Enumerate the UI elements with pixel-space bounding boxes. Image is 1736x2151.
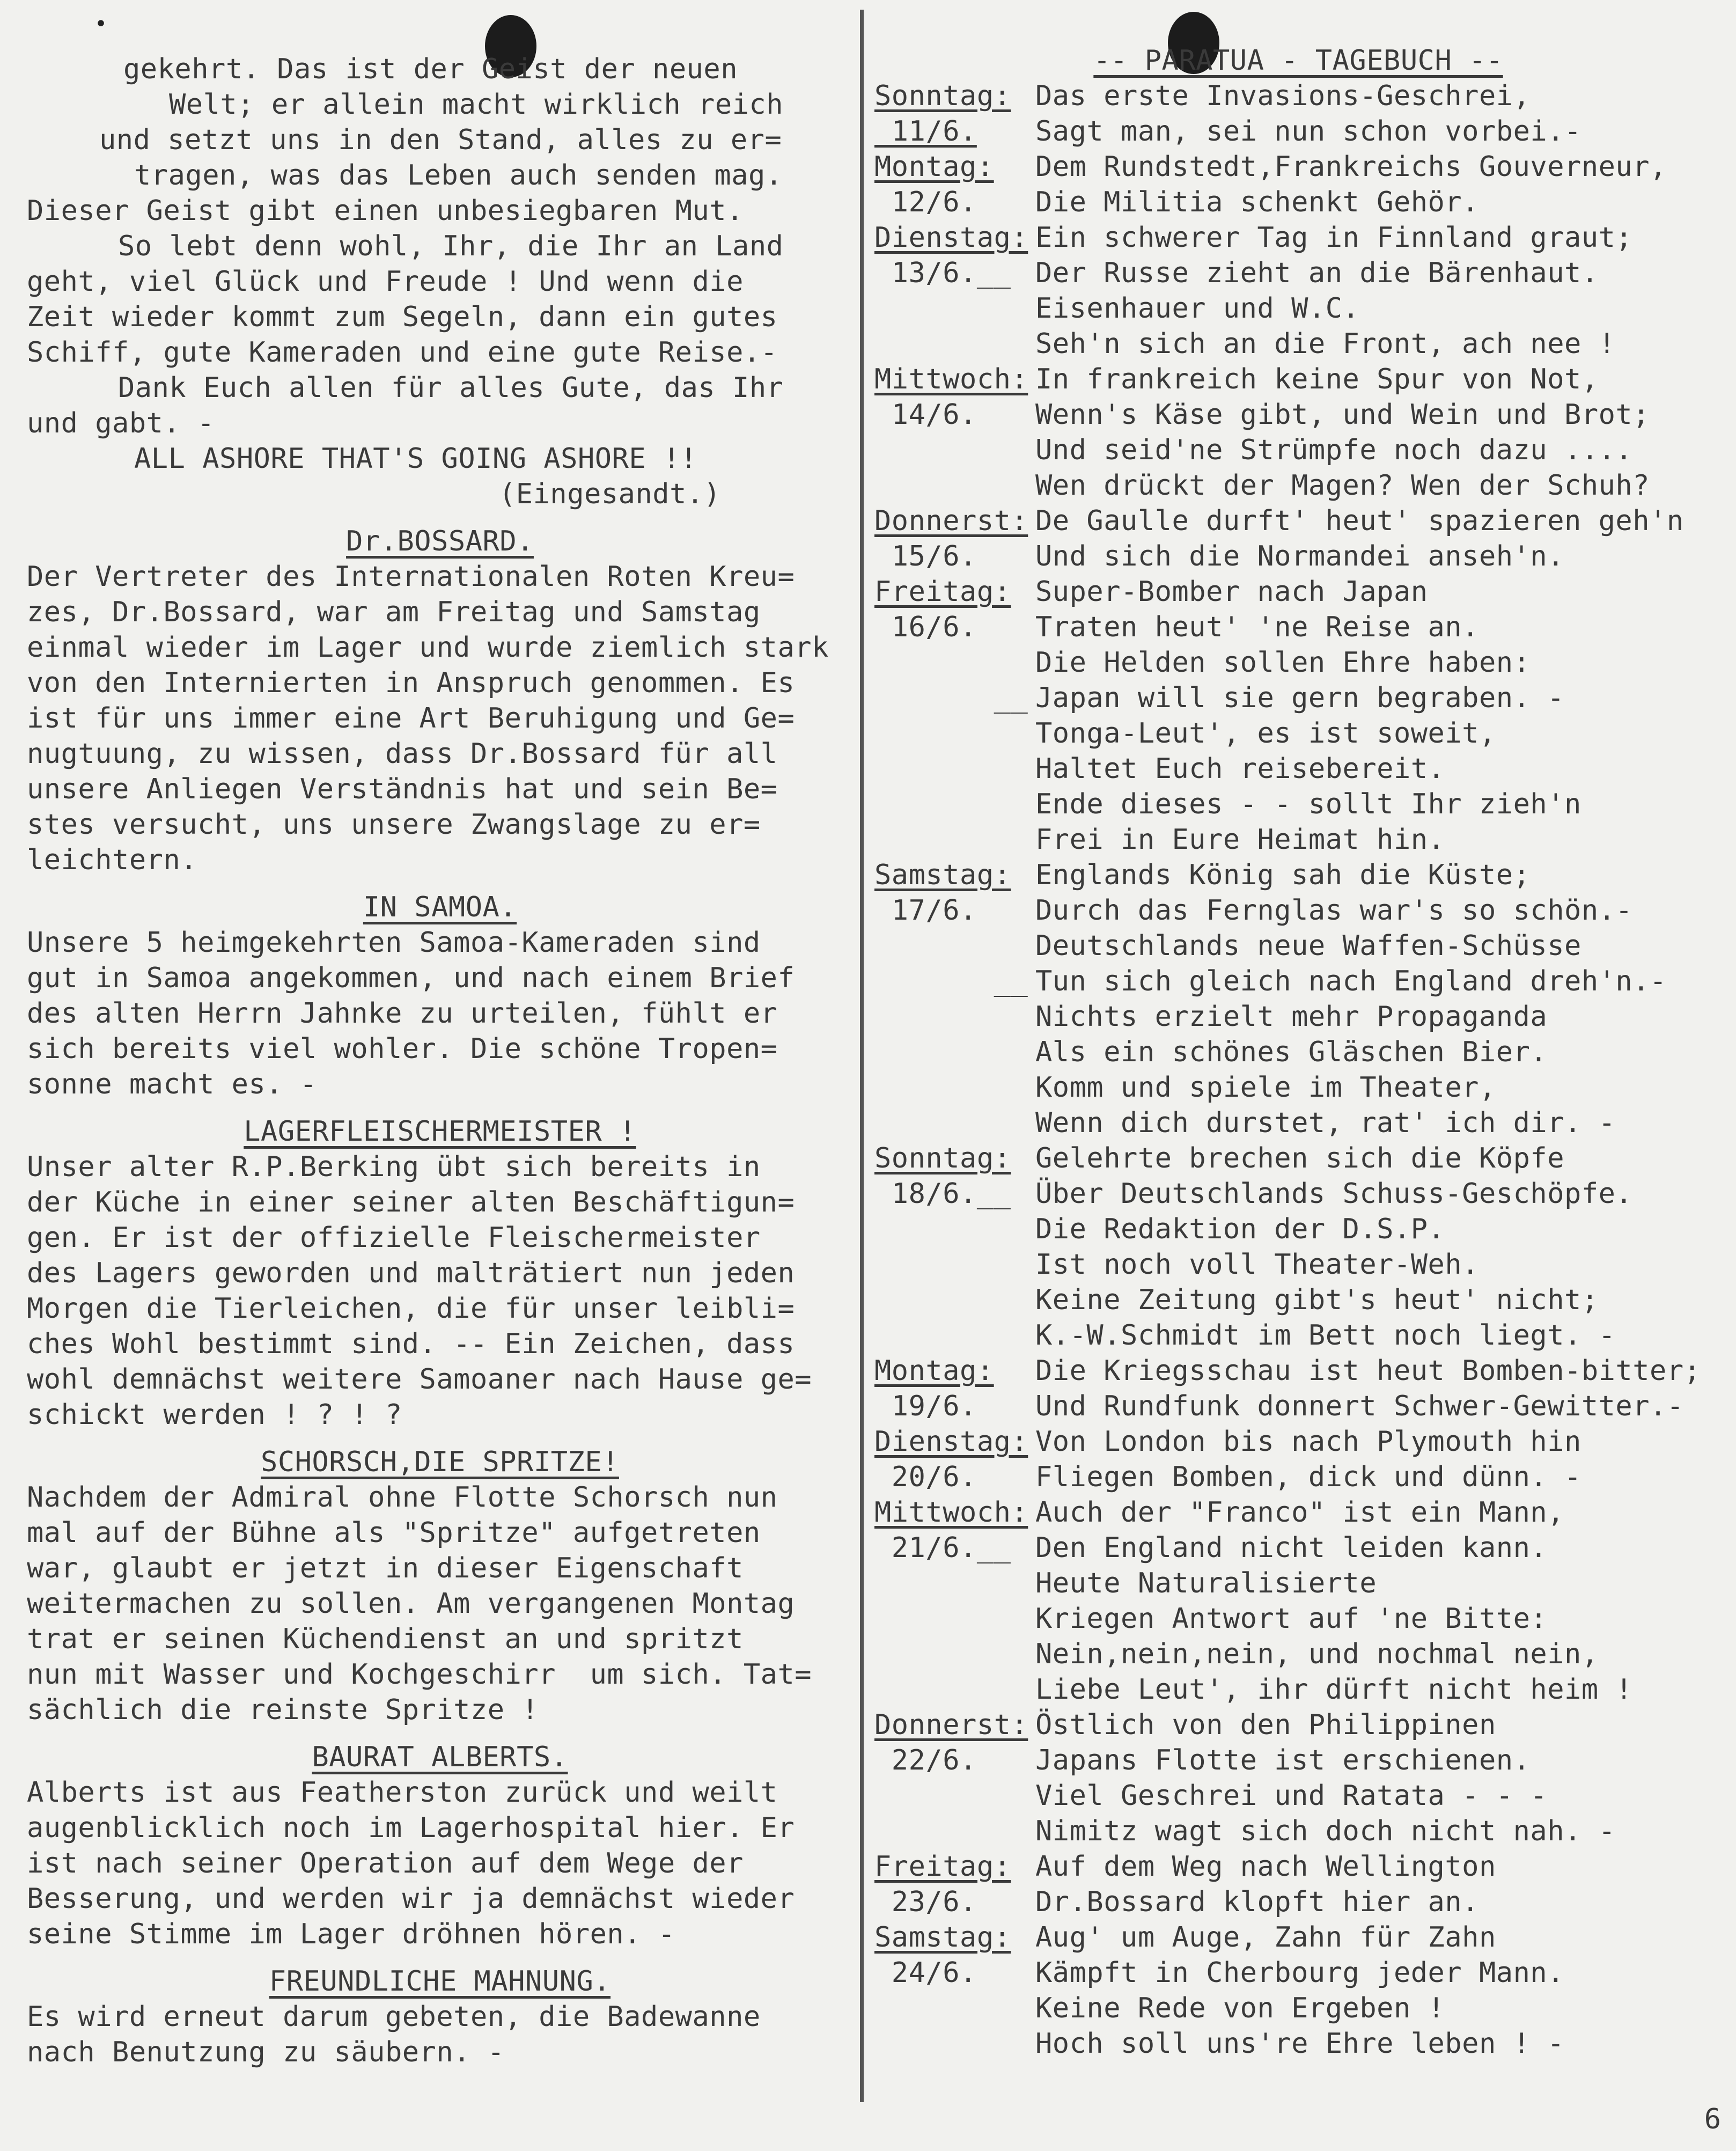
diary-verse: Nein,nein,nein, und nochmal nein, <box>1035 1638 1599 1670</box>
diary-row <box>874 2026 1722 2061</box>
diary-date <box>874 114 1035 149</box>
diary-date <box>874 1176 1035 1212</box>
diary-date <box>874 1707 1035 1743</box>
article-line: trat er seinen Küchendienst an und spritzt <box>27 1623 744 1655</box>
diary-date <box>874 1212 1035 1247</box>
diary-date <box>874 999 1035 1034</box>
diary-date <box>874 964 1035 999</box>
diary-date-text: Donnerst: <box>874 505 1028 537</box>
diary-date <box>874 397 1035 432</box>
diary-verse: Ein schwerer Tag in Finnland graut; <box>1035 222 1633 254</box>
intro-line: ALL ASHORE THAT'S GOING ASHORE !! <box>134 443 697 475</box>
article-line: stes versucht, uns unsere Zwangslage zu er= <box>27 809 761 841</box>
article-line: gen. Er ist der offizielle Fleischermeister <box>27 1222 761 1254</box>
diary-date <box>874 362 1035 397</box>
article-line: Es wird erneut darum gebeten, die Badewanne <box>27 2001 761 2033</box>
diary-row <box>874 291 1722 326</box>
article-line: Besserung, und werden wir ja demnächst wieder <box>27 1883 795 1915</box>
diary-row <box>874 1141 1722 1176</box>
intro-line: Dieser Geist gibt einen unbesiegbaren Mut. <box>27 195 744 227</box>
diary-verse: Seh'n sich an die Front, ach nee ! <box>1035 328 1616 360</box>
diary-verse: Auf dem Weg nach Wellington <box>1035 1851 1496 1883</box>
diary-date-text: 19/6. <box>874 1390 977 1422</box>
diary-verse: In frankreich keine Spur von Not, <box>1035 363 1599 395</box>
diary-date <box>874 149 1035 185</box>
intro-line: tragen, was das Leben auch senden mag. <box>134 159 783 192</box>
diary-verse: Östlich von den Philippinen <box>1035 1709 1496 1741</box>
diary-verse: Auch der "Franco" ist ein Mann, <box>1035 1496 1565 1529</box>
diary-row <box>874 822 1722 857</box>
diary-verse: De Gaulle durft' heut' spazieren geh'n <box>1035 505 1684 537</box>
diary-verse: Die Redaktion der D.S.P. <box>1035 1213 1445 1245</box>
diary-date <box>874 2026 1035 2061</box>
diary-verse: Wenn's Käse gibt, und Wein und Brot; <box>1035 399 1650 431</box>
diary-verse: Wenn dich durstet, rat' ich dir. - <box>1035 1107 1616 1139</box>
diary-date-text: Mittwoch: <box>874 363 1028 395</box>
diary-date <box>874 1282 1035 1318</box>
diary-row <box>874 645 1722 680</box>
diary-date <box>874 857 1035 893</box>
diary-verse: Die Kriegsschau ist heut Bomben-bitter; <box>1035 1355 1701 1387</box>
diary-date-text: Sonntag: <box>874 1142 1011 1174</box>
diary-date <box>874 1353 1035 1389</box>
diary-date <box>874 1778 1035 1814</box>
diary-date-text: 20/6. <box>874 1461 977 1493</box>
diary-verse: Als ein schönes Gläschen Bier. <box>1035 1036 1548 1068</box>
article-line: Unser alter R.P.Berking übt sich bereits in <box>27 1151 761 1183</box>
diary-verse: Und Rundfunk donnert Schwer-Gewitter.- <box>1035 1390 1684 1422</box>
diary-date-text: 24/6. <box>874 1957 977 1989</box>
diary-date <box>874 1743 1035 1778</box>
diary-verse: Haltet Euch reisebereit. <box>1035 753 1445 785</box>
diary-row <box>874 255 1722 291</box>
section-heading: SCHORSCH,DIE SPRITZE! <box>261 1446 619 1478</box>
diary-row <box>874 716 1722 751</box>
article-line: ist nach seiner Operation auf dem Wege der <box>27 1847 744 1880</box>
page-number: 6 <box>1704 2103 1721 2135</box>
diary-date <box>874 1389 1035 1424</box>
diary-verse: Sagt man, sei nun schon vorbei.- <box>1035 115 1581 148</box>
diary-date-text: Freitag: <box>874 1851 1011 1883</box>
diary-verse: Liebe Leut', ihr dürft nicht heim ! <box>1035 1673 1633 1706</box>
diary-date <box>874 1991 1035 2026</box>
diary-row <box>874 1459 1722 1495</box>
left-column <box>27 52 853 2070</box>
article-line: des Lagers geworden und malträtiert nun jeden <box>27 1257 795 1289</box>
diary-date-text: Dienstag: <box>874 222 1028 254</box>
diary-date <box>874 787 1035 822</box>
diary-date-text: 11/6. <box>874 115 977 148</box>
diary-row <box>874 1672 1722 1707</box>
diary-verse: Deutschlands neue Waffen-Schüsse <box>1035 930 1581 962</box>
diary-verse: Und seid'ne Strümpfe noch dazu .... <box>1035 434 1633 466</box>
diary-verse: Keine Zeitung gibt's heut' nicht; <box>1035 1284 1599 1316</box>
diary-verse: Hoch soll uns're Ehre leben ! - <box>1035 2028 1565 2060</box>
diary-row <box>874 1034 1722 1070</box>
article-line: mal auf der Bühne als "Spritze" aufgetreten <box>27 1517 761 1549</box>
diary-row <box>874 1636 1722 1672</box>
diary-row <box>874 1212 1722 1247</box>
intro-line: und gabt. - <box>27 407 215 439</box>
section-gap <box>27 1433 853 1444</box>
diary-entries <box>874 78 1722 2061</box>
diary-date <box>874 1424 1035 1459</box>
diary-date <box>874 1672 1035 1707</box>
intro-line: Dank Euch allen für alles Gute, das Ihr <box>118 372 784 404</box>
diary-date-text: Freitag: <box>874 576 1011 608</box>
diary-verse: Durch das Fernglas war's so schön.- <box>1035 894 1633 927</box>
diary-date-text: __ <box>874 682 1028 714</box>
diary-date-text: 16/6. <box>874 611 977 643</box>
diary-row <box>874 185 1722 220</box>
diary-verse: Gelehrte brechen sich die Köpfe <box>1035 1142 1565 1174</box>
diary-date <box>874 1849 1035 1884</box>
diary-date-text: 18/6.__ <box>874 1178 1011 1210</box>
diary-date-text: 15/6. <box>874 540 977 572</box>
diary-row <box>874 539 1722 574</box>
diary-verse: Dr.Bossard klopft hier an. <box>1035 1886 1479 1918</box>
diary-verse: Der Russe zieht an die Bärenhaut. <box>1035 257 1599 289</box>
diary-date <box>874 1530 1035 1566</box>
diary-row <box>874 149 1722 185</box>
diary-date <box>874 1955 1035 1991</box>
diary-date-text: 12/6. <box>874 186 977 218</box>
intro-line: Welt; er allein macht wirklich reich <box>169 89 784 121</box>
article-line: schickt werden ! ? ! ? <box>27 1399 402 1431</box>
section-gap <box>27 1952 853 1964</box>
diary-date <box>874 503 1035 539</box>
diary-date-text: __ <box>874 965 1028 997</box>
diary-date <box>874 751 1035 787</box>
diary-verse: Über Deutschlands Schuss-Geschöpfe. <box>1035 1178 1633 1210</box>
article-line: weitermachen zu sollen. Am vergangenen Montag <box>27 1588 795 1620</box>
diary-verse: Die Militia schenkt Gehör. <box>1035 186 1479 218</box>
diary-verse: Von London bis nach Plymouth hin <box>1035 1426 1581 1458</box>
diary-row <box>874 1884 1722 1920</box>
diary-date <box>874 716 1035 751</box>
diary-date <box>874 1566 1035 1601</box>
diary-date <box>874 610 1035 645</box>
section-gap <box>27 1102 853 1114</box>
section-heading: LAGERFLEISCHERMEISTER ! <box>244 1115 636 1148</box>
diary-date <box>874 822 1035 857</box>
section-heading: BAURAT ALBERTS. <box>312 1741 568 1773</box>
diary-date <box>874 574 1035 610</box>
section-gap <box>27 1728 853 1739</box>
article-line: der Küche in einer seiner alten Beschäftigun= <box>27 1186 795 1218</box>
article-line: Nachdem der Admiral ohne Flotte Schorsch nun <box>27 1481 778 1514</box>
diary-title: -- PARATUA - TAGEBUCH -- <box>1093 45 1503 77</box>
diary-row <box>874 893 1722 928</box>
diary-row <box>874 1353 1722 1389</box>
diary-row <box>874 1424 1722 1459</box>
diary-verse: Nichts erzielt mehr Propaganda <box>1035 1001 1548 1033</box>
diary-verse: Die Helden sollen Ehre haben: <box>1035 647 1531 679</box>
article-line: von den Internierten in Anspruch genommen. Es <box>27 667 795 699</box>
diary-row <box>874 928 1722 964</box>
article-line: leichtern. <box>27 844 198 876</box>
diary-row <box>874 999 1722 1034</box>
diary-verse: Ende dieses - - sollt Ihr zieh'n <box>1035 788 1581 820</box>
diary-date-text: Samstag: <box>874 859 1011 891</box>
diary-verse: Den England nicht leiden kann. <box>1035 1532 1548 1564</box>
diary-date <box>874 1920 1035 1955</box>
article-line: nun mit Wasser und Kochgeschirr um sich. Tat= <box>27 1658 812 1691</box>
diary-row <box>874 1176 1722 1212</box>
diary-row <box>874 1389 1722 1424</box>
diary-verse: Englands König sah die Küste; <box>1035 859 1531 891</box>
diary-date-text: 23/6. <box>874 1886 977 1918</box>
diary-row <box>874 1247 1722 1282</box>
diary-verse: Super-Bomber nach Japan <box>1035 576 1428 608</box>
diary-verse: Wen drückt der Magen? Wen der Schuh? <box>1035 469 1650 502</box>
diary-verse: Japan will sie gern begraben. - <box>1035 682 1565 714</box>
diary-date <box>874 1495 1035 1530</box>
diary-verse: Ist noch voll Theater-Weh. <box>1035 1249 1479 1281</box>
diary-date <box>874 1601 1035 1636</box>
diary-row <box>874 680 1722 716</box>
article-line: sächlich die reinste Spritze ! <box>27 1694 539 1726</box>
intro-line: Schiff, gute Kameraden und eine gute Reise.- <box>27 336 778 369</box>
diary-verse: Fliegen Bomben, dick und dünn. - <box>1035 1461 1581 1493</box>
section-heading: FREUNDLICHE MAHNUNG. <box>269 1965 611 1998</box>
diary-row <box>874 751 1722 787</box>
article-line: Unsere 5 heimgekehrten Samoa-Kameraden sind <box>27 927 761 959</box>
diary-row <box>874 1282 1722 1318</box>
diary-verse: K.-W.Schmidt im Bett noch liegt. - <box>1035 1319 1616 1352</box>
diary-row <box>874 857 1722 893</box>
diary-row <box>874 610 1722 645</box>
diary-row <box>874 1566 1722 1601</box>
diary-row <box>874 326 1722 362</box>
diary-verse: Traten heut' 'ne Reise an. <box>1035 611 1479 643</box>
diary-date <box>874 1884 1035 1920</box>
diary-row <box>874 362 1722 397</box>
diary-row <box>874 1743 1722 1778</box>
diary-date-text: 17/6. <box>874 894 977 927</box>
diary-date <box>874 1105 1035 1141</box>
diary-row <box>874 468 1722 503</box>
diary-date-text: 13/6.__ <box>874 257 1011 289</box>
article-line: sonne macht es. - <box>27 1068 317 1100</box>
diary-date <box>874 78 1035 114</box>
article-line: ist für uns immer eine Art Beruhigung und Ge= <box>27 702 795 735</box>
article-line: sich bereits viel wohler. Die schöne Tropen= <box>27 1033 778 1065</box>
diary-date <box>874 1459 1035 1495</box>
diary-verse: Tonga-Leut', es ist soweit, <box>1035 717 1496 750</box>
diary-date <box>874 928 1035 964</box>
diary-verse: Das erste Invasions-Geschrei, <box>1035 80 1531 112</box>
article-line: einmal wieder im Lager und wurde ziemlich stark <box>27 632 829 664</box>
diary-row <box>874 1495 1722 1530</box>
article-line: Alberts ist aus Featherston zurück und weilt <box>27 1776 778 1809</box>
diary-row <box>874 1070 1722 1105</box>
diary-date-text: Mittwoch: <box>874 1496 1028 1529</box>
article-line: Morgen die Tierleichen, die für unser leibli= <box>27 1293 795 1325</box>
diary-date-text: 22/6. <box>874 1744 977 1776</box>
diary-date <box>874 1247 1035 1282</box>
diary-row <box>874 432 1722 468</box>
diary-verse: Tun sich gleich nach England dreh'n.- <box>1035 965 1667 997</box>
diary-date <box>874 1070 1035 1105</box>
diary-row <box>874 964 1722 999</box>
diary-date-text: Samstag: <box>874 1921 1011 1954</box>
diary-date <box>874 645 1035 680</box>
diary-verse: Komm und spiele im Theater, <box>1035 1071 1496 1104</box>
diary-row <box>874 787 1722 822</box>
section-gap <box>27 512 853 524</box>
diary-verse: Und sich die Normandei anseh'n. <box>1035 540 1565 572</box>
article-line: Der Vertreter des Internationalen Roten Kreu= <box>27 561 795 593</box>
diary-row <box>874 220 1722 255</box>
diary-row <box>874 1601 1722 1636</box>
diary-row <box>874 503 1722 539</box>
diary-row <box>874 78 1722 114</box>
diary-date <box>874 539 1035 574</box>
diary-row <box>874 1530 1722 1566</box>
diary-row <box>874 1707 1722 1743</box>
diary-date-text: 14/6. <box>874 399 977 431</box>
diary-verse: Dem Rundstedt,Frankreichs Gouverneur, <box>1035 151 1667 183</box>
diary-row <box>874 1778 1722 1814</box>
diary-date <box>874 1814 1035 1849</box>
diary-date <box>874 1636 1035 1672</box>
diary-verse: Viel Geschrei und Ratata - - - <box>1035 1780 1548 1812</box>
intro-line: und setzt uns in den Stand, alles zu er= <box>99 124 782 156</box>
article-line: nugtuung, zu wissen, dass Dr.Bossard für all <box>27 738 778 770</box>
diary-row <box>874 1955 1722 1991</box>
section-heading: IN SAMOA. <box>363 891 517 923</box>
diary-date-text: Dienstag: <box>874 1426 1028 1458</box>
diary-row <box>874 1814 1722 1849</box>
diary-date <box>874 432 1035 468</box>
diary-date <box>874 326 1035 362</box>
column-divider <box>860 10 864 2102</box>
diary-date-text: Montag: <box>874 151 994 183</box>
diary-row <box>874 1849 1722 1884</box>
diary-verse: Aug' um Auge, Zahn für Zahn <box>1035 1921 1496 1954</box>
article-line: des alten Herrn Jahnke zu urteilen, fühlt er <box>27 997 778 1030</box>
diary-verse: Kämpft in Cherbourg jeder Mann. <box>1035 1957 1565 1989</box>
article-line: zes, Dr.Bossard, war am Freitag und Samstag <box>27 596 761 628</box>
diary-date <box>874 468 1035 503</box>
article-line: wohl demnächst weitere Samoaner nach Hause ge= <box>27 1363 812 1396</box>
section-gap <box>27 878 853 890</box>
article-line: nach Benutzung zu säubern. - <box>27 2036 505 2068</box>
diary-date <box>874 1141 1035 1176</box>
article-line: unsere Anliegen Verständnis hat und sein Be= <box>27 773 778 805</box>
diary-date <box>874 291 1035 326</box>
ink-mark: • <box>94 12 108 36</box>
section-heading: Dr.BOSSARD. <box>346 525 534 557</box>
diary-date <box>874 680 1035 716</box>
article-line: war, glaubt er jetzt in dieser Eigenschaft <box>27 1552 744 1584</box>
diary-date <box>874 220 1035 255</box>
intro-line: (Eingesandt.) <box>499 478 721 510</box>
diary-verse: Kriegen Antwort auf 'ne Bitte: <box>1035 1603 1548 1635</box>
intro-line: So lebt denn wohl, Ihr, die Ihr an Land <box>118 230 784 262</box>
diary-date <box>874 255 1035 291</box>
diary-row <box>874 1318 1722 1353</box>
diary-date-text: Montag: <box>874 1355 994 1387</box>
diary-verse: Frei in Eure Heimat hin. <box>1035 824 1445 856</box>
diary-date-text: 21/6.__ <box>874 1532 1011 1564</box>
article-line: seine Stimme im Lager dröhnen hören. - <box>27 1918 675 1950</box>
diary-row <box>874 1105 1722 1141</box>
diary-row <box>874 114 1722 149</box>
diary-date-text: Donnerst: <box>874 1709 1028 1741</box>
right-column <box>874 43 1722 2061</box>
intro-line: Zeit wieder kommt zum Segeln, dann ein gutes <box>27 301 778 333</box>
article-line: augenblicklich noch im Lagerhospital hier. Er <box>27 1812 795 1844</box>
diary-verse: Heute Naturalisierte <box>1035 1567 1377 1599</box>
diary-date <box>874 1034 1035 1070</box>
diary-verse: Japans Flotte ist erschienen. <box>1035 1744 1531 1776</box>
diary-date <box>874 185 1035 220</box>
diary-row <box>874 574 1722 610</box>
diary-verse: Nimitz wagt sich doch nicht nah. - <box>1035 1815 1616 1847</box>
diary-date <box>874 1318 1035 1353</box>
diary-date-text: Sonntag: <box>874 80 1011 112</box>
article-line: gut in Samoa angekommen, und nach einem Brief <box>27 962 795 994</box>
diary-verse: Eisenhauer und W.C. <box>1035 292 1360 325</box>
intro-line: geht, viel Glück und Freude ! Und wenn die <box>27 266 744 298</box>
diary-row <box>874 397 1722 432</box>
diary-date <box>874 893 1035 928</box>
diary-row <box>874 1991 1722 2026</box>
intro-line: gekehrt. Das ist der Geist der neuen <box>123 53 738 85</box>
diary-verse: Keine Rede von Ergeben ! <box>1035 1992 1445 2024</box>
article-line: ches Wohl bestimmt sind. -- Ein Zeichen, dass <box>27 1328 795 1360</box>
diary-row <box>874 1920 1722 1955</box>
